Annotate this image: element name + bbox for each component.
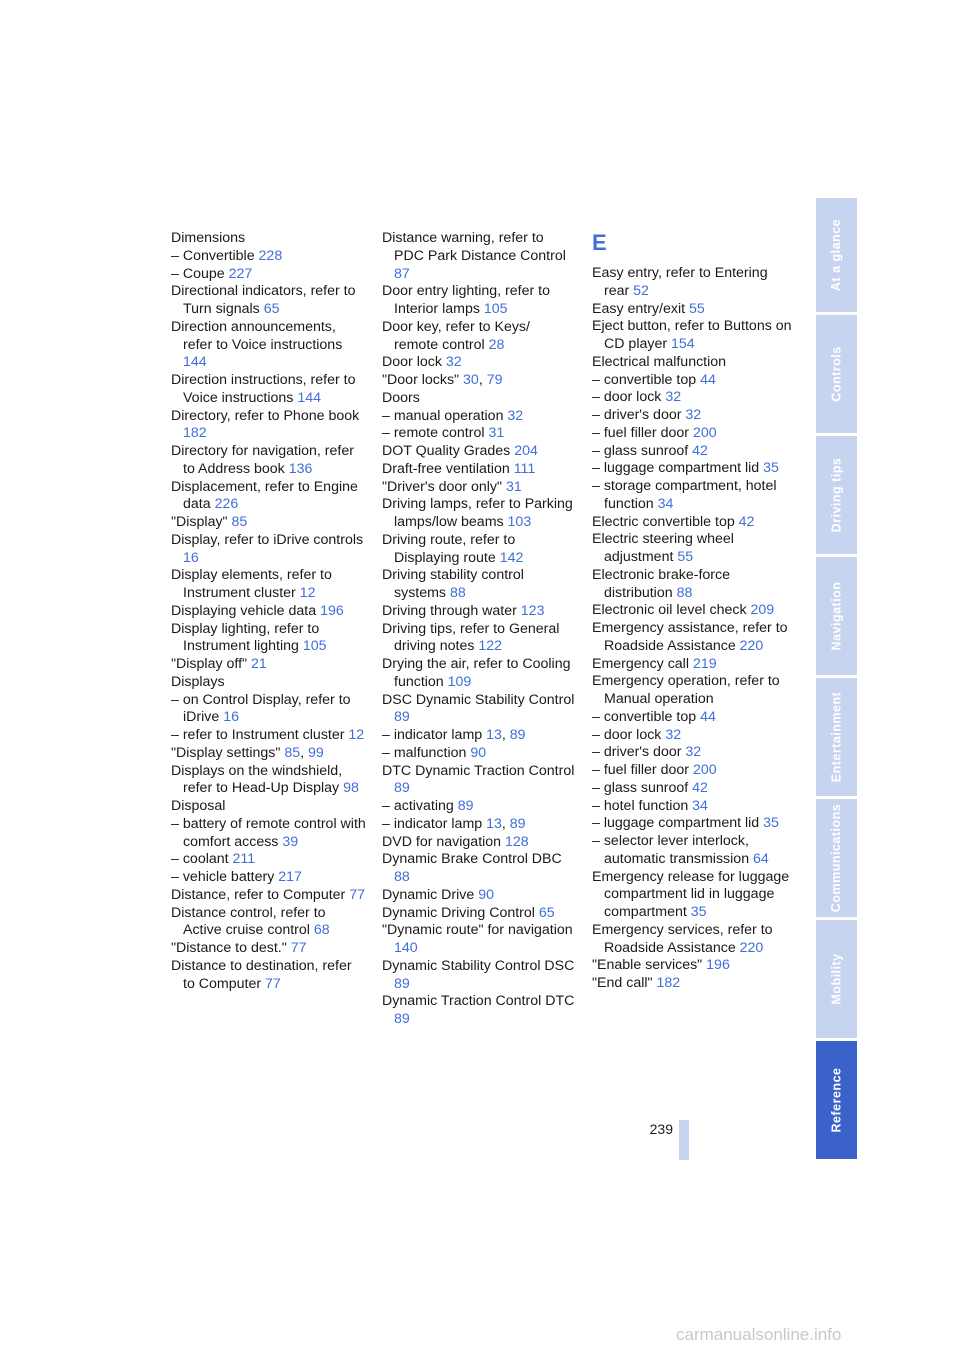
entry-text: Emergency operation, refer to Manual operation (592, 673, 780, 707)
page-link[interactable]: 182 (656, 975, 681, 991)
entry-text: – indicator lamp (382, 727, 487, 743)
page-link[interactable]: 196 (320, 602, 344, 619)
index-entry (592, 780, 792, 798)
page-link[interactable]: 31 (505, 478, 522, 495)
index-entry (592, 727, 792, 745)
page-link[interactable]: 219 (692, 655, 717, 672)
entry-text: – fuel filler door (592, 762, 693, 778)
entry-text: Displays on the windshield, refer to Head-Up Display (171, 762, 344, 797)
index-entry (382, 603, 577, 621)
entry-text: Dimensions (171, 230, 246, 246)
entry-text: – luggage compartment lid (592, 460, 764, 477)
page-link[interactable]: 68 (313, 922, 330, 939)
page-link[interactable]: 142 (499, 549, 524, 566)
page-link[interactable]: 99 (308, 744, 324, 761)
page-link[interactable]: 13 (486, 815, 502, 832)
entry-text: Distance to destination, refer to Computer (171, 957, 352, 992)
page-link[interactable]: 64 (753, 850, 769, 867)
index-entry (171, 851, 366, 869)
index-entry (171, 745, 366, 763)
tab-reference[interactable] (816, 1041, 857, 1159)
page-link[interactable]: 32 (665, 726, 682, 743)
index-entry (592, 372, 792, 390)
index-entry (171, 869, 366, 887)
entry-text: Displaying vehicle data (171, 602, 321, 619)
index-entry (592, 425, 792, 443)
page-link[interactable]: 52 (633, 282, 649, 299)
page-link[interactable]: 90 (470, 744, 487, 761)
entry-text: Driving through water (382, 602, 521, 619)
entry-text: Display lighting, refer to Instrument lighting (171, 620, 320, 655)
page-link[interactable]: 182 (183, 425, 207, 442)
page-link[interactable]: 227 (228, 265, 253, 282)
index-entry (171, 283, 366, 319)
entry-text: Driving route, refer to Displaying route (382, 531, 516, 566)
index-entry (592, 815, 792, 833)
entry-text: – on Control Display, refer to iDrive (171, 691, 351, 726)
page-link[interactable]: 89 (394, 780, 410, 797)
index-entry (592, 478, 792, 514)
page-link[interactable]: 90 (478, 886, 494, 903)
index-entry (171, 958, 366, 994)
entry-text: DTC Dynamic Traction Control (382, 762, 575, 779)
page-link[interactable]: 226 (214, 496, 239, 513)
index-column-1 (171, 230, 366, 993)
page-link[interactable]: 88 (676, 584, 693, 601)
entry-text: Dynamic Drive (382, 886, 479, 903)
index-entry (171, 567, 366, 603)
entry-text: – fuel filler door (592, 424, 693, 441)
entry-text: Distance warning, refer to PDC Park Distance Control (382, 230, 566, 264)
page-link[interactable]: 85 (284, 744, 301, 761)
entry-text: – convertible top (592, 708, 701, 725)
page-link[interactable]: 77 (290, 940, 307, 956)
entry-text: Distance, refer to Computer (171, 886, 350, 903)
index-entry (171, 479, 366, 515)
page-link[interactable]: 77 (349, 886, 365, 903)
page-link[interactable]: 44 (700, 708, 716, 725)
index-entry (382, 745, 577, 763)
index-entry (382, 727, 577, 745)
index-entry (171, 727, 366, 745)
page-link[interactable]: 34 (692, 797, 708, 814)
index-entry (171, 940, 366, 958)
entry-text: – glass sunroof (592, 779, 693, 796)
tab-driving-tips[interactable] (816, 436, 857, 554)
index-entry (171, 816, 366, 852)
page-link[interactable]: 12 (299, 585, 316, 601)
page-separator: , (478, 372, 487, 388)
entry-text: – activating (382, 798, 458, 814)
index-entry (592, 460, 792, 478)
page-link[interactable]: 154 (671, 336, 695, 352)
entry-text: – luggage compartment lid (592, 815, 764, 832)
entry-text: Electronic oil level check (592, 602, 751, 619)
entry-text: Direction instructions, refer to Voice instructions (171, 372, 356, 406)
page-link[interactable]: 42 (692, 779, 708, 796)
entry-text: "Enable services" (592, 957, 707, 974)
page-link[interactable]: 32 (665, 389, 682, 406)
index-entry (592, 869, 792, 922)
entry-text: Emergency services, refer to Roadside Assistance (592, 921, 773, 956)
index-entry (382, 851, 577, 887)
page-separator: , (501, 727, 510, 743)
index-entry (592, 620, 792, 656)
entry-text: DOT Quality Grades (382, 443, 515, 459)
page-link[interactable]: 89 (394, 1011, 410, 1027)
page-link[interactable]: 196 (706, 957, 730, 974)
index-entry (382, 283, 577, 319)
index-entry (382, 479, 577, 497)
tab-label: At a glance (829, 218, 844, 292)
page-link[interactable]: 89 (457, 798, 474, 814)
index-entry (382, 390, 577, 408)
entry-text: – indicator lamp (382, 815, 487, 832)
entry-text: – Convertible (171, 247, 259, 264)
page-link[interactable]: 109 (447, 673, 472, 690)
entry-text: – refer to Instrument cluster (171, 727, 349, 743)
entry-text: Driving stability control systems (382, 567, 524, 601)
tab-label: Communications (829, 803, 844, 913)
page-link[interactable]: 35 (690, 904, 707, 920)
index-entry (592, 602, 792, 620)
index-entry (382, 922, 577, 958)
page-link[interactable]: 136 (288, 460, 313, 477)
index-entry (382, 532, 577, 568)
page-link[interactable]: 217 (278, 869, 302, 885)
entry-text: "Door locks" (382, 372, 464, 388)
page-link[interactable]: 87 (394, 265, 410, 282)
entry-text: Electric steering wheel adjustment (592, 531, 734, 565)
index-entry (592, 922, 792, 958)
index-entry (592, 656, 792, 674)
page-link[interactable]: 111 (513, 460, 536, 477)
tab-label: Driving tips (829, 457, 844, 533)
tab-at-a-glance[interactable] (816, 198, 857, 312)
tab-label: Mobility (829, 953, 844, 1005)
index-entry (592, 975, 792, 993)
entry-text: Draft-free ventilation (382, 460, 514, 477)
entry-text: – hotel function (592, 797, 693, 814)
page-link[interactable]: 211 (232, 851, 256, 868)
index-entry (592, 301, 792, 319)
entry-text: – manual operation (382, 407, 508, 424)
index-entry (171, 621, 366, 657)
page-link[interactable]: 105 (302, 638, 327, 655)
index-entry (592, 673, 792, 709)
page-link[interactable]: 128 (505, 833, 529, 850)
index-entry (382, 408, 577, 426)
page-link[interactable]: 55 (689, 300, 705, 317)
entry-text: "Display settings" (171, 744, 285, 761)
entry-text: Dynamic Traction Control DTC (382, 993, 575, 1010)
index-entry (592, 567, 792, 603)
page-link[interactable]: 39 (282, 833, 299, 850)
entry-text: Distance control, refer to Active cruise control (171, 904, 326, 939)
index-entry (592, 762, 792, 780)
index-entry (171, 443, 366, 479)
page-link[interactable]: 77 (265, 975, 281, 992)
index-entry (592, 443, 792, 461)
index-entry (382, 372, 577, 390)
page-link[interactable]: 89 (394, 975, 410, 992)
entry-text: Drying the air, refer to Cooling function (382, 656, 571, 690)
watermark: carmanualsonline.info (676, 1325, 842, 1344)
page-link[interactable]: 31 (488, 425, 505, 442)
index-entry (592, 709, 792, 727)
index-entry (382, 692, 577, 728)
index-entry (592, 744, 792, 762)
index-entry (171, 798, 366, 816)
entry-text: Electric convertible top (592, 513, 739, 530)
index-entry (171, 674, 366, 692)
index-entry (171, 887, 366, 905)
entry-text: Easy entry/exit (592, 300, 689, 317)
index-entry (171, 656, 366, 674)
index-entry (171, 603, 366, 621)
index-entry (592, 957, 792, 975)
index-entry (382, 443, 577, 461)
entry-text: – selector lever interlock, automatic transmission (592, 833, 754, 867)
entry-text: Door key, refer to Keys/ remote control (382, 318, 530, 353)
page-link[interactable]: 89 (509, 815, 526, 832)
index-entry (171, 266, 366, 284)
index-entry (171, 905, 366, 941)
index-entry (382, 656, 577, 692)
index-entry (382, 425, 577, 443)
tab-label: Controls (829, 346, 844, 402)
index-entry (592, 389, 792, 407)
index-entry (382, 496, 577, 532)
entry-text: Dynamic Brake Control DBC (382, 851, 562, 868)
page-link[interactable]: 79 (486, 372, 503, 388)
entry-text: – storage compartment, hotel function (592, 478, 777, 512)
entry-text: Dynamic Stability Control DSC (382, 957, 575, 974)
index-entry (382, 834, 577, 852)
tab-navigation[interactable] (816, 557, 857, 675)
page-link[interactable]: 34 (657, 495, 674, 512)
entry-text: Electronic brake-force distribution (592, 566, 730, 601)
entry-text: – glass sunroof (592, 442, 693, 459)
page-link[interactable]: 89 (509, 727, 526, 743)
entry-text: Emergency assistance, refer to Roadside Assistance (592, 620, 788, 654)
entry-text: – driver's door (592, 407, 686, 423)
entry-text: "Dynamic route" for navigation (382, 922, 573, 939)
index-entry (171, 372, 366, 408)
page-separator: , (300, 744, 309, 761)
page-link[interactable]: 12 (348, 727, 365, 743)
page-link[interactable]: 16 (223, 709, 239, 726)
entry-text: "Display" (171, 514, 232, 530)
page-link[interactable]: 103 (507, 514, 532, 530)
entry-text: Driving lamps, refer to Parking lamps/low beams (382, 496, 573, 530)
entry-text: Direction announcements, refer to Voice instructions (171, 318, 343, 353)
page-link[interactable]: 140 (394, 940, 418, 956)
entry-text: Disposal (171, 798, 226, 814)
index-entry (382, 887, 577, 905)
page-link[interactable]: 32 (445, 354, 462, 371)
page-link[interactable]: 220 (739, 939, 764, 956)
index-entry (592, 407, 792, 425)
index-entry (592, 833, 792, 869)
index-entry (592, 318, 792, 354)
page-link[interactable]: 105 (483, 301, 508, 317)
index-column-3 (592, 230, 792, 993)
chapter-tabs (816, 198, 857, 1162)
page-separator: , (501, 815, 510, 832)
page-link[interactable]: 228 (258, 247, 283, 264)
entry-text: Displays (171, 673, 225, 690)
entry-text: "End call" (592, 975, 657, 991)
index-entry (382, 461, 577, 479)
section-letter: E (592, 230, 607, 255)
page-link[interactable]: 30 (463, 372, 479, 388)
page-link[interactable]: 32 (507, 407, 524, 424)
entry-text: – coolant (171, 851, 233, 868)
entry-text: "Driver's door only" (382, 478, 506, 495)
entry-text: Driving tips, refer to General driving notes (382, 620, 560, 655)
page-link[interactable]: 44 (700, 371, 716, 388)
entry-text: "Display off" (171, 656, 251, 672)
index-entry (382, 816, 577, 834)
page-number-bar (679, 1120, 689, 1160)
tab-label: Entertainment (829, 691, 844, 783)
tab-entertainment[interactable] (816, 678, 857, 796)
tab-mobility[interactable] (816, 920, 857, 1038)
page-link[interactable]: 220 (739, 637, 764, 654)
entry-text: – malfunction (382, 744, 471, 761)
entry-text: Directional indicators, refer to Turn signals (171, 283, 356, 317)
index-entry (171, 248, 366, 266)
entry-text: Door entry lighting, refer to Interior lamps (382, 283, 550, 317)
entry-text: – remote control (382, 425, 489, 442)
page-link[interactable]: 88 (449, 585, 466, 601)
entry-text: Directory for navigation, refer to Address book (171, 443, 354, 477)
entry-text: "Distance to dest." (171, 940, 291, 956)
entry-text: Directory, refer to Phone book (171, 407, 360, 424)
entry-text: Emergency release for luggage compartment lid in luggage compartment (592, 868, 790, 920)
entry-text: Electrical malfunction (592, 353, 727, 370)
entry-text: – door lock (592, 389, 666, 406)
index-entry (171, 230, 366, 248)
page-link[interactable]: 21 (251, 656, 267, 672)
entry-text: DVD for navigation (382, 833, 506, 850)
entry-text: – battery of remote control with comfort access (171, 815, 366, 850)
index-entry (171, 763, 366, 799)
index-entry (592, 265, 792, 301)
page-link[interactable]: 144 (297, 389, 322, 406)
page-link[interactable]: 13 (486, 727, 502, 743)
page-link[interactable]: 209 (750, 602, 775, 619)
entry-text: Easy entry, refer to Entering rear (592, 265, 768, 299)
page-link[interactable]: 204 (514, 443, 538, 459)
page-link[interactable]: 55 (677, 549, 694, 565)
entry-text: Dynamic Driving Control (382, 904, 539, 921)
index-entry (171, 532, 366, 568)
index-entry (382, 993, 577, 1029)
page-link[interactable]: 42 (692, 442, 708, 459)
entry-text: – vehicle battery (171, 869, 279, 885)
page-link[interactable]: 85 (231, 514, 248, 530)
page-number: 239 (649, 1121, 673, 1137)
page-link[interactable]: 144 (183, 354, 207, 371)
index-entry (592, 531, 792, 567)
page-link[interactable]: 42 (738, 513, 755, 530)
page-link[interactable]: 32 (685, 407, 702, 423)
page-link[interactable]: 123 (520, 602, 545, 619)
page-link[interactable]: 28 (488, 336, 505, 353)
page-link[interactable]: 200 (692, 424, 717, 441)
index-entry (171, 692, 366, 728)
tab-controls[interactable] (816, 315, 857, 433)
page-link[interactable]: 65 (263, 301, 280, 317)
index-entry (382, 905, 577, 923)
page-link[interactable]: 35 (763, 460, 779, 477)
entry-text: Eject button, refer to Buttons on CD player (592, 318, 792, 352)
page-link[interactable]: 200 (692, 762, 717, 778)
tab-label: Navigation (829, 581, 844, 651)
entry-text: – convertible top (592, 371, 701, 388)
page-link[interactable]: 98 (343, 780, 359, 797)
page-link[interactable]: 122 (478, 638, 503, 655)
entry-text: Display, refer to iDrive controls (171, 531, 364, 548)
index-entry (592, 354, 792, 372)
entry-text: – driver's door (592, 744, 686, 761)
page-link[interactable]: 16 (183, 549, 199, 566)
index-entry (382, 958, 577, 994)
entry-text: Display elements, refer to Instrument cluster (171, 567, 332, 601)
index-entry (382, 354, 577, 372)
tab-label: Reference (829, 1067, 844, 1133)
page-link[interactable]: 32 (685, 744, 702, 761)
index-entry (171, 408, 366, 444)
entry-text: – Coupe (171, 265, 229, 282)
index-entry (382, 230, 577, 283)
page-link[interactable]: 35 (763, 815, 779, 832)
entry-text: Emergency call (592, 655, 693, 672)
index-entry (171, 514, 366, 532)
index-entry (592, 514, 792, 532)
index-entry (171, 319, 366, 372)
index-entry (382, 763, 577, 799)
entry-text: Doors (382, 389, 420, 406)
entry-text: DSC Dynamic Stability Control (382, 691, 575, 708)
page-link[interactable]: 65 (538, 904, 555, 921)
entry-text: Door lock (382, 354, 446, 371)
index-entry (382, 621, 577, 657)
tab-communications[interactable] (816, 799, 857, 917)
page-link[interactable]: 88 (394, 869, 410, 885)
index-entry (382, 319, 577, 355)
entry-text: – door lock (592, 726, 666, 743)
index-entry (382, 567, 577, 603)
index-entry (382, 798, 577, 816)
index-column-2 (382, 230, 577, 1029)
index-entry (592, 798, 792, 816)
page-link[interactable]: 89 (394, 709, 410, 726)
entry-text: Displacement, refer to Engine data (171, 478, 358, 513)
